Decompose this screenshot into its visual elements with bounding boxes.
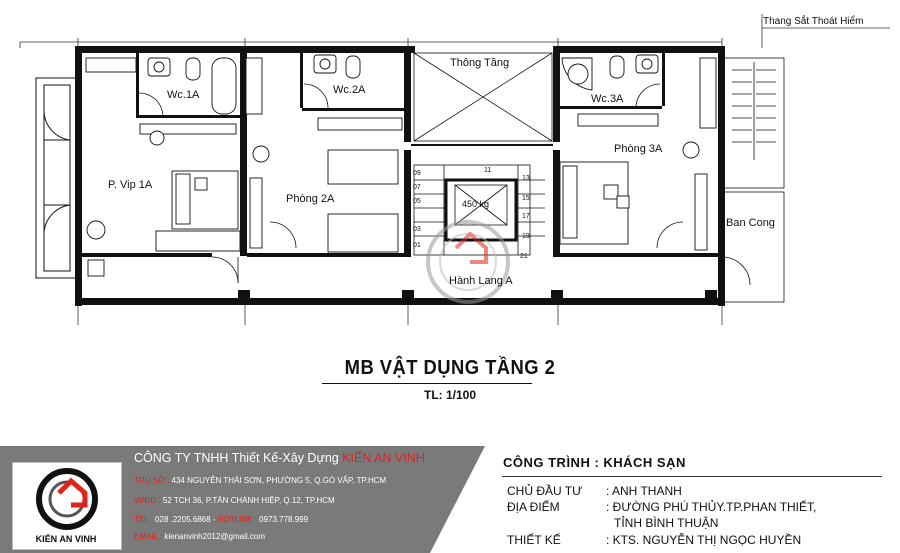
rep-key: VPĐD : (134, 496, 161, 505)
stair-number: 07 (413, 184, 421, 191)
owner-value: : ANH THANH (606, 484, 682, 498)
label-thong-tang: Thông Tầng (450, 57, 510, 69)
stair-number: 09 (413, 170, 421, 177)
project-label: CÔNG TRÌNH : KHÁCH SẠN (503, 455, 686, 470)
label-hanh-lang: Hành Lang A (449, 275, 513, 287)
tel-key: TEL : (134, 515, 153, 524)
stair-number: 01 (413, 242, 421, 249)
label-p-vip-1a: P. Vip 1A (108, 179, 153, 191)
rep-value: 52 TCH 36, P.TÂN CHÁNH HIỆP, Q.12, TP.HCM (160, 496, 335, 505)
hotline-value: 0973.778.999 (256, 515, 309, 524)
phone-line (134, 515, 308, 524)
label-thang-sat: Thang Sắt Thoát Hiểm (763, 16, 864, 27)
email-value: kienanvinh2012@gmail.com (162, 532, 265, 541)
owner-key: CHỦ ĐẦU TƯ (507, 484, 583, 498)
plan-title: MB VẬT DỤNG TẦNG 2 (344, 357, 556, 379)
company-brand: KIẾN AN VINH (342, 451, 425, 465)
label-wc3a: Wc.3A (591, 93, 624, 105)
elevator-capacity: 450 kg (462, 199, 490, 209)
designer-key: THIẾT KẾ (507, 533, 561, 547)
stair-number: 19 (522, 233, 530, 240)
stair-number: 17 (522, 213, 530, 220)
office-address (134, 476, 386, 485)
label-phong-2a: Phòng 2A (286, 193, 335, 205)
location-value-line1: : ĐƯỜNG PHÚ THỦY.TP.PHAN THIẾT, (606, 500, 817, 514)
stair-number: 15 (522, 195, 530, 202)
email-key: EMAIL : (134, 532, 163, 541)
label-wc2a: Wc.2A (333, 84, 366, 96)
rep-office-address (134, 496, 335, 505)
office-key: TRỤ SỞ : (134, 476, 170, 485)
stair-number: 13 (522, 175, 530, 182)
stair-number: 11 (484, 167, 492, 174)
watermark-logo (428, 222, 508, 302)
company-name (134, 451, 425, 465)
office-value: 434 NGUYỄN THÁI SƠN, PHƯỜNG 5, Q.GÒ VẤP, TP.HCM (169, 476, 387, 485)
stair-number: 05 (413, 198, 421, 205)
company-name-prefix: CÔNG TY TNHH Thiết Kế-Xây Dựng (134, 451, 343, 465)
escape-stair (722, 58, 784, 302)
project-underline (502, 476, 882, 477)
designer-value: : KTS. NGUYỄN THỊ NGỌC HUYỀN (606, 533, 802, 547)
bathroom-fixtures (140, 55, 658, 134)
plan-scale: TL: 1/100 (423, 388, 477, 402)
label-ban-cong: Ban Cong (726, 217, 775, 229)
logo-icon (13, 463, 121, 533)
title-underline (322, 383, 532, 384)
email-line (134, 532, 265, 541)
tel-value: 028 .2205.6868 - (152, 515, 218, 524)
label-phong-3a: Phòng 3A (614, 143, 663, 155)
logo-name: KIẾN AN VINH (35, 534, 97, 544)
location-key: ĐỊA ĐIỂM (507, 500, 560, 514)
location-value-line2: TỈNH BÌNH THUẬN (614, 516, 719, 530)
label-wc1a: Wc.1A (167, 89, 200, 101)
stair-number: 03 (413, 226, 421, 233)
stair-number: 21 (520, 253, 528, 260)
hotline-key: HOTLINE : (217, 515, 257, 524)
left-balcony (36, 78, 76, 278)
